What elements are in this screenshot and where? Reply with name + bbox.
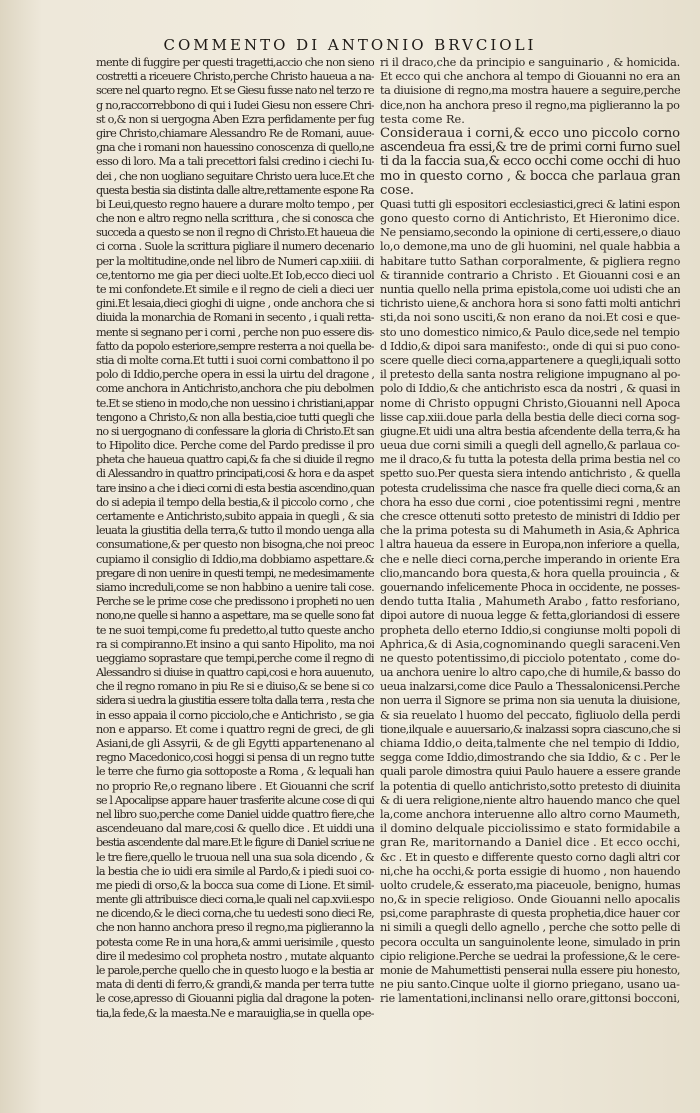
text-line: monie de Mahumettisti penserai nulla essere piu honesto, (380, 964, 680, 977)
text-line: che e nelle dieci corna,perche imperando in oriente Era (380, 552, 680, 566)
text-line: ri il draco,che da principio e sanguinario , & homicida. (380, 56, 680, 69)
text-line: te ne suoi tempi,come fu predetto,al tutto queste ancho (96, 623, 374, 637)
text-line: cupiamo il consiglio di Iddio,ma dobbiamo aspettare.& (96, 552, 374, 566)
text-line: scere quelle dieci corna,appartenere a quegli,iquali sotto (380, 353, 680, 367)
text-line: non uerra il Signore se prima non sia uenuta la diuisione, (380, 694, 680, 708)
text-line: chora ha esso due corni , cioe potentissimi regni , mentre (380, 495, 680, 509)
text-line: nome di Christo oppugni Christo,Giouanni nell Apoca (380, 396, 680, 410)
text-line: per la moltitudine,onde nel libro de Numeri cap.xiiii. di (96, 254, 374, 268)
text-line: tichristo uiene,& anchora hora si sono fatti molti antichri (380, 297, 680, 311)
text-line: no si uergognano di confessare la gloria di Christo.Et san (96, 424, 374, 438)
text-line: la potentia di quello antichristo,sotto pretesto di diuinita (380, 779, 680, 793)
text-line: certamente e Antichristo,subito appaia in quegli , & sia (96, 510, 374, 523)
text-line: il domino delquale picciolissimo e stato formidabile a (380, 822, 680, 836)
text-line: Aphrica,& di Asia,cognominando quegli saraceni.Ven (380, 637, 680, 651)
text-line: stia di molte corna.Et tutti i suoi corni combattono il po (96, 353, 374, 367)
text-line: la bestia che io uidi era simile al Pardo,& i piedi suoi co- (96, 864, 374, 878)
text-line: in esso appaia il corno picciolo,che e Antichristo , se gia (96, 708, 374, 722)
text-line: do si adepia il tempo della bestia,& il piccolo corno , che (96, 495, 374, 509)
text-line: g no,raccorrebbono di qui i Iudei Giesu non essere Chri- (96, 98, 374, 112)
text-line: costretti a riceuere Christo,perche Christo haueua a na- (96, 70, 374, 84)
text-line: consumatione,& per questo non bisogna,che noi preoc (96, 538, 374, 552)
text-line: tare insino a che i dieci corni di esta bestia ascendino,quan (96, 481, 374, 495)
left-column (96, 56, 374, 1021)
text-line: habitare tutto Sathan corporalmente, & pigliera regno (380, 254, 680, 268)
text-line: pecora occulta un sanguinolente leone, simulado in prin (380, 935, 680, 949)
text-line: gna che i romani non hauessino conoscenza di quello,ne (96, 141, 374, 155)
text-line: nel libro suo,perche come Daniel uidde quattro fiere,che (96, 807, 374, 821)
text-line: me il draco,& fu tutta la potesta della prima bestia nel co (380, 453, 680, 467)
text-line: che cresce ottenuti sotto pretesto de ministri di Iddio per (380, 510, 680, 523)
text-line: ta diuisione di regno,ma mostra hauere a seguire,perche (380, 84, 680, 98)
text-line: fatto da popolo esteriore,sempre resterra a noi quella be- (96, 339, 374, 353)
text-line: te.Et se stieno in modo,che non uessino i christiani,appar (96, 396, 374, 410)
text-line: psi,come paraphraste di questa prophetia,dice hauer cor (380, 907, 680, 921)
text-line: dice,non ha anchora preso il regno,ma piglieranno la po (380, 98, 680, 112)
text-line: che il regno romano in piu Re si e diuiso,& se bene si co (96, 680, 374, 694)
text-line: se l Apocalipse appare hauer trasferite alcune cose di qui (96, 793, 374, 807)
text-line: gouernando infelicemente Phoca in occidente, ne posses- (380, 580, 680, 594)
text-line: tia,la fede,& la maesta.Ne e marauiglia,se in quella ope- (96, 1006, 374, 1020)
text-line: & tirannide contrario a Christo . Et Giouanni cosi e an (380, 268, 680, 282)
text-line: le terre che furno gia sottoposte a Roma , & lequali han (96, 765, 374, 779)
text-line: che non hanno anchora preso il regno,ma piglieranno la (96, 921, 374, 935)
text-line: dendo tutta Italia , Mahumeth Arabo , fatto resforiano, (380, 595, 680, 609)
text-line: nono,ne quelle si hanno a aspettare, ma se quelle sono fat (96, 609, 374, 623)
text-line: ne piu santo.Cinque uolte il giorno priegano, usano ua- (380, 978, 680, 992)
right-column (380, 56, 680, 1007)
text-line: gini.Et lesaia,dieci gioghi di uigne , onde anchora che si (96, 297, 374, 311)
text-line: esso di loro. Ma a tali precettori falsi credino i ciechi Iu- (96, 155, 374, 169)
text-line: le parole,perche quello che in questo luogo e la bestia ar (96, 964, 374, 977)
text-line: lo,o demone,ma uno de gli huomini, nel quale habbia a (380, 240, 680, 254)
text-line: potesta come Re in una hora,& ammi uerisimile , questo (96, 935, 374, 949)
text-line: ti da la faccia sua,& ecco occhi come occhi di huo (380, 155, 680, 170)
text-line: mente gli attribuisce dieci corna,le quali nel cap.xvii.espo (96, 893, 374, 907)
text-line: ueggiamo soprastare que tempi,perche come il regno di (96, 651, 374, 665)
text-line: siamo increduli,come se non habbino a uenire tali cose. (96, 580, 374, 594)
text-line: st o,& non si uergogna Aben Ezra perfidamente per fug (96, 112, 374, 126)
text-line: Ne pensiamo,secondo la opinione di certi,essere,o diauo (380, 226, 680, 240)
text-line: me piedi di orso,& la bocca sua come di Lione. Et simil- (96, 878, 374, 892)
text-line: nuntia quello nella prima epistola,come uoi udisti che an (380, 283, 680, 296)
text-line: gire Christo,chiamare Alessandro Re de Romani, auue- (96, 126, 374, 140)
text-line: ce,tentorno me gia per dieci uolte.Et Iob,ecco dieci uol (96, 268, 374, 282)
text-line: regno Macedonico,cosi hoggi si pensa di un regno tutte (96, 751, 374, 765)
text-line: bestia ascendente dal mare.Et le figure di Daniel scriue ne (96, 836, 374, 850)
text-line: Perche se le prime cose che predissono i propheti no uen (96, 595, 374, 609)
text-line: leuata la giustitia della terra,& tutto il mondo uenga alla (96, 524, 374, 538)
text-line: bi Leui,questo regno hauere a durare molto tempo , per (96, 197, 374, 211)
text-line: che non e altro regno nella scrittura , che si conosca che (96, 212, 374, 226)
text-line: polo di Iddio,& che antichristo esca da nostri , & quasi in (380, 382, 680, 396)
text-line: Et ecco qui che anchora al tempo di Giouanni no era an (380, 70, 680, 84)
text-line: Quasi tutti gli espositori ecclesiastici,greci & latini espon (380, 197, 680, 211)
text-line: clio,mancando bora questa,& hora quella prouincia , & (380, 566, 680, 580)
text-line: pheta che haueua quattro capi,& fa che si diuide il regno (96, 453, 374, 467)
text-line: segga come Iddio,dimostrando che sia Iddio, & c . Per le (380, 751, 680, 765)
text-line: propheta dello eterno Iddio,si congiunse molti popoli di (380, 623, 680, 637)
text-line: diuida la monarchia de Romani in secento , i quali retta- (96, 311, 374, 325)
text-line: Alessandro si diuise in quattro capi,cosi e hora auuenuto, (96, 666, 374, 680)
text-line: gono questo corno di Antichristo, Et Hieronimo dice. (380, 212, 680, 226)
text-line: tione,ilquale e auuersario,& inalzassi sopra ciascuno,che si (380, 722, 680, 736)
text-line: ni simili a quegli dello agnello , perche che sotto pelle di (380, 921, 680, 935)
text-line: & sia reuelato l huomo del peccato, figliuolo della perdi (380, 708, 680, 722)
text-line: ascendeuano dal mare,cosi & quello dice . Et uiddi una (96, 822, 374, 836)
text-line: to Hipolito dice. Perche come del Pardo predisse il pro (96, 439, 374, 453)
text-line: ni,che ha occhi,& porta essigie di huomo , non hauendo (380, 864, 680, 878)
text-line: gran Re, maritornando a Daniel dice . Et ecco occhi, (380, 836, 680, 850)
text-line: te mi confondete.Et simile e il regno de cieli a dieci uer (96, 283, 374, 296)
text-line: no,& in specie religioso. Onde Giouanni nello apocalis (380, 893, 680, 907)
text-line: ascendeua fra essi,& tre de primi corni furno suel (380, 141, 680, 156)
text-line: &c . Et in questo e differente questo corno dagli altri cor (380, 850, 680, 864)
text-line: potesta crudelissima che nasce fra quelle dieci corna,& an (380, 481, 680, 495)
text-line: ci corna . Suole la scrittura pigliare il numero decenario (96, 240, 374, 254)
text-line: testa come Re. (380, 112, 465, 126)
text-line: ne dicendo,& le dieci corna,che tu uedesti sono dieci Re, (96, 907, 374, 921)
text-line: succeda a questo se non il regno di Christo.Et haueua die (96, 226, 374, 240)
text-line: & di uera religione,niente altro hauendo manco che quel (380, 793, 680, 807)
text-line: l altra haueua da essere in Europa,non inferiore a quella, (380, 538, 680, 552)
text-line: chiama Iddio,o deita,talmente che nel tempio di Iddio, (380, 737, 680, 750)
text-line: sidera si uedra la giustitia essere tolta dalla terra , resta che (96, 694, 374, 708)
text-line: giugne.Et uidi una altra bestia afcendente della terra,& ha (380, 424, 680, 438)
text-line: sto uno domestico nimico,& Paulo dice,sede nel tempio (380, 325, 680, 339)
text-line: d Iddio,& dipoi sara manifesto:, onde di qui si puo cono- (380, 339, 680, 353)
text-line: mente di fuggire per questi tragetti,accio che non sieno (96, 56, 374, 69)
text-line: dipoi autore di nuoua legge & fetta,gloriandosi di essere (380, 609, 680, 623)
text-line: ueua due corni simili a quegli dell agnello,& parlaua co- (380, 439, 680, 453)
text-line: sti,da noi sono usciti,& non erano da noi.Et cosi e que- (380, 311, 680, 325)
text-line: cipio religione.Perche se uedrai la professione,& le cere- (380, 949, 680, 963)
text-line: ueua inalzarsi,come dice Paulo a Thessalonicensi.Perche (380, 680, 680, 694)
text-line: non e apparso. Et come i quattro regni de greci, de gli (96, 722, 374, 736)
text-line: ua anchora uenire lo altro capo,che di humile,& basso do (380, 666, 680, 680)
text-line: che la prima potesta su di Mahumeth in Asia,& Aphrica (380, 524, 680, 538)
text-line: no proprio Re,o regnano libere . Et Giouanni che scrif (96, 779, 374, 793)
text-line: le tre fiere,quello le truoua nell una sua sola dicendo , & (96, 850, 374, 864)
text-line: di Alessandro in quattro principati,cosi & hora e da aspet (96, 467, 374, 481)
text-line: spetto suo.Per questa siera intendo antichristo , & quella (380, 467, 680, 481)
text-line: mente si segnano per i corni , perche non puo essere dis- (96, 325, 374, 339)
text-line: Consideraua i corni,& ecco uno piccolo corno (380, 126, 680, 141)
text-line: cose. (380, 183, 415, 198)
running-head: COMMENTO DI ANTONIO BRVCIOLI (163, 36, 537, 54)
text-line: mata di denti di ferro,& grandi,& manda per terra tutte (96, 978, 374, 992)
text-line: lisse cap.xiii.doue parla della bestia delle dieci corna sog- (380, 410, 680, 424)
text-line: pregare di non uenire in questi tempi, ne medesimamente (96, 566, 374, 580)
text-line: dire il medesimo col propheta nostro , mutate alquanto (96, 949, 374, 963)
text-line: la,come anchora interuenne allo altro corno Maumeth, (380, 807, 680, 821)
text-line: scere nel quarto regno. Et se Giesu fusse nato nel terzo re (96, 84, 374, 98)
text-line: rie lamentationi,inclinansi nello orare,gittonsi bocconi, (380, 992, 680, 1006)
text-line: tengono a Christo,& non alla bestia,cioe tutti quegli che (96, 410, 374, 424)
text-line: quali parole dimostra quiui Paulo hauere a essere grande (380, 765, 680, 779)
text-line: Asiani,de gli Assyrii, & de gli Egytti appartenenano al (96, 737, 374, 750)
text-line: come anchora in Antichristo,anchora che piu debolmen (96, 382, 374, 396)
text-line: mo in questo corno , & bocca che parlaua gran (380, 169, 680, 184)
text-line: ra si compiranno.Et insino a qui santo Hipolito, ma noi (96, 637, 374, 651)
text-line: il pretesto della santa nostra religione impugnano al po- (380, 368, 680, 382)
text-line: questa bestia sia distinta dalle altre,rettamente espone Ra (96, 183, 374, 197)
text-line: le cose,apresso di Giouanni piglia dal dragone la poten- (96, 992, 374, 1006)
text-line: polo di Iddio,perche opera in essi la uirtu del dragone , (96, 368, 374, 382)
text-line: uolto crudele,& esserato,ma piaceuole, benigno, humas (380, 878, 680, 892)
text-line: ne questo potentissimo,di picciolo potentato , come do- (380, 651, 680, 665)
text-line: dei , che non uogliano seguitare Christo uera luce.Et che (96, 169, 374, 183)
